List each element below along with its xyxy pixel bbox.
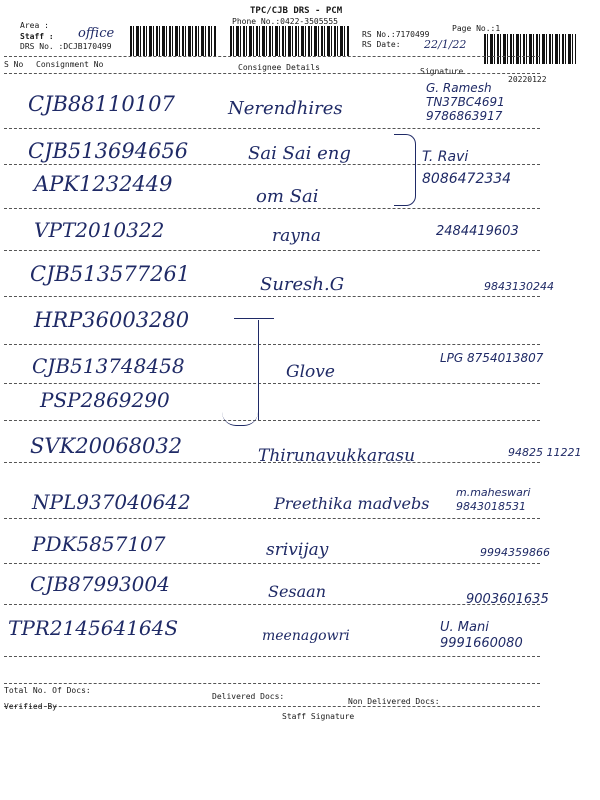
staff-label: Staff :	[20, 32, 54, 41]
row-rule	[4, 128, 540, 129]
receiver-signature: T. Ravi 8086472334	[422, 149, 512, 187]
receiver-signature: 9003601635	[466, 592, 549, 607]
consignee-name: Nerendhires	[228, 98, 343, 119]
consignment-number: CJB513748458	[32, 354, 185, 378]
consignment-number: CJB513694656	[28, 139, 189, 163]
delivered-docs-label: Delivered Docs:	[212, 692, 285, 701]
rs-date-value: 22/1/22	[424, 38, 467, 51]
row-rule	[4, 250, 540, 251]
consignment-number: CJB87993004	[30, 572, 170, 596]
row-rule	[4, 296, 540, 297]
consignee-name: Thirunavukkarasu	[258, 446, 416, 466]
handwritten-bracket	[222, 394, 258, 426]
row-rule	[4, 518, 540, 519]
column-sno: S No	[4, 60, 24, 69]
consignment-number: VPT2010322	[34, 218, 165, 242]
footer-rule	[4, 706, 540, 707]
page-number: Page No.:1	[452, 24, 501, 33]
row-rule	[4, 420, 540, 421]
receiver-signature: U. Mani 9991660080	[440, 620, 523, 651]
area-label: Area :	[20, 21, 49, 30]
consignee-name: Preethika madvebs	[274, 494, 430, 513]
verified-by-label: Verified By	[4, 702, 57, 711]
row-rule	[4, 604, 540, 605]
consignee-name: meenagowri	[262, 628, 350, 644]
consignee-name: Glove	[286, 362, 335, 382]
staff-signature-label: Staff Signature	[282, 712, 355, 721]
consignment-number: SVK20068032	[30, 434, 183, 458]
consignment-number: PSP2869290	[40, 388, 170, 412]
consignee-name: om Sai	[256, 186, 319, 207]
receiver-signature: LPG 8754013807	[440, 351, 544, 365]
consignment-number: CJB88110107	[28, 92, 175, 116]
document-title: TPC/CJB DRS - PCM	[250, 6, 343, 16]
consignment-number: CJB513577261	[30, 262, 191, 286]
receiver-signature: 9994359866	[480, 546, 550, 559]
barcode-right	[484, 34, 576, 64]
total-docs-label: Total No. Of Docs:	[4, 686, 91, 695]
staff-value: office	[78, 26, 115, 41]
row-rule	[4, 208, 540, 209]
handwritten-bracket	[258, 320, 259, 420]
consignment-number: HRP36003280	[34, 308, 190, 332]
consignment-number: APK1232449	[34, 172, 173, 196]
receiver-signature: 9843130244	[484, 280, 554, 293]
header-rule	[4, 56, 540, 57]
consignee-name: rayna	[272, 226, 321, 246]
consignee-name: srivijay	[266, 540, 329, 560]
barcode-left	[130, 26, 216, 56]
receiver-signature: m.maheswari 9843018531	[456, 486, 531, 513]
receiver-signature: 2484419603	[436, 224, 519, 239]
delivery-stamp: 20220122	[508, 75, 547, 84]
row-rule	[4, 563, 540, 564]
row-rule	[4, 656, 540, 657]
handwritten-bracket	[394, 134, 416, 206]
non-delivered-docs-label: Non Delivered Docs:	[348, 697, 440, 706]
consignment-number: TPR214564164S	[8, 616, 179, 640]
drs-number: DRS No. :DCJB170499	[20, 42, 112, 51]
consignee-name: Suresh.G	[260, 274, 345, 295]
rs-number: RS No.:7170499	[362, 30, 430, 39]
consignee-name: Sai Sai eng	[248, 143, 351, 164]
receiver-signature: G. Ramesh TN37BC4691 9786863917	[426, 81, 505, 123]
column-consignment: Consignment No	[36, 60, 104, 69]
row-rule	[4, 344, 540, 345]
barcode-center	[230, 26, 350, 56]
consignment-number: NPL937040642	[32, 490, 191, 514]
handwritten-bracket	[234, 318, 274, 319]
column-signature: Signature	[420, 67, 464, 76]
column-rule	[4, 73, 540, 74]
column-consignee: Consignee Details	[238, 63, 320, 72]
phone-number: Phone No.:0422-3505555	[232, 17, 338, 26]
consignment-number: PDK5857107	[32, 532, 166, 556]
rs-date-label: RS Date:	[362, 40, 401, 49]
footer-rule	[4, 683, 540, 684]
consignee-name: Sesaan	[268, 582, 327, 601]
receiver-signature: 94825 11221	[508, 446, 582, 459]
row-rule	[4, 383, 540, 384]
